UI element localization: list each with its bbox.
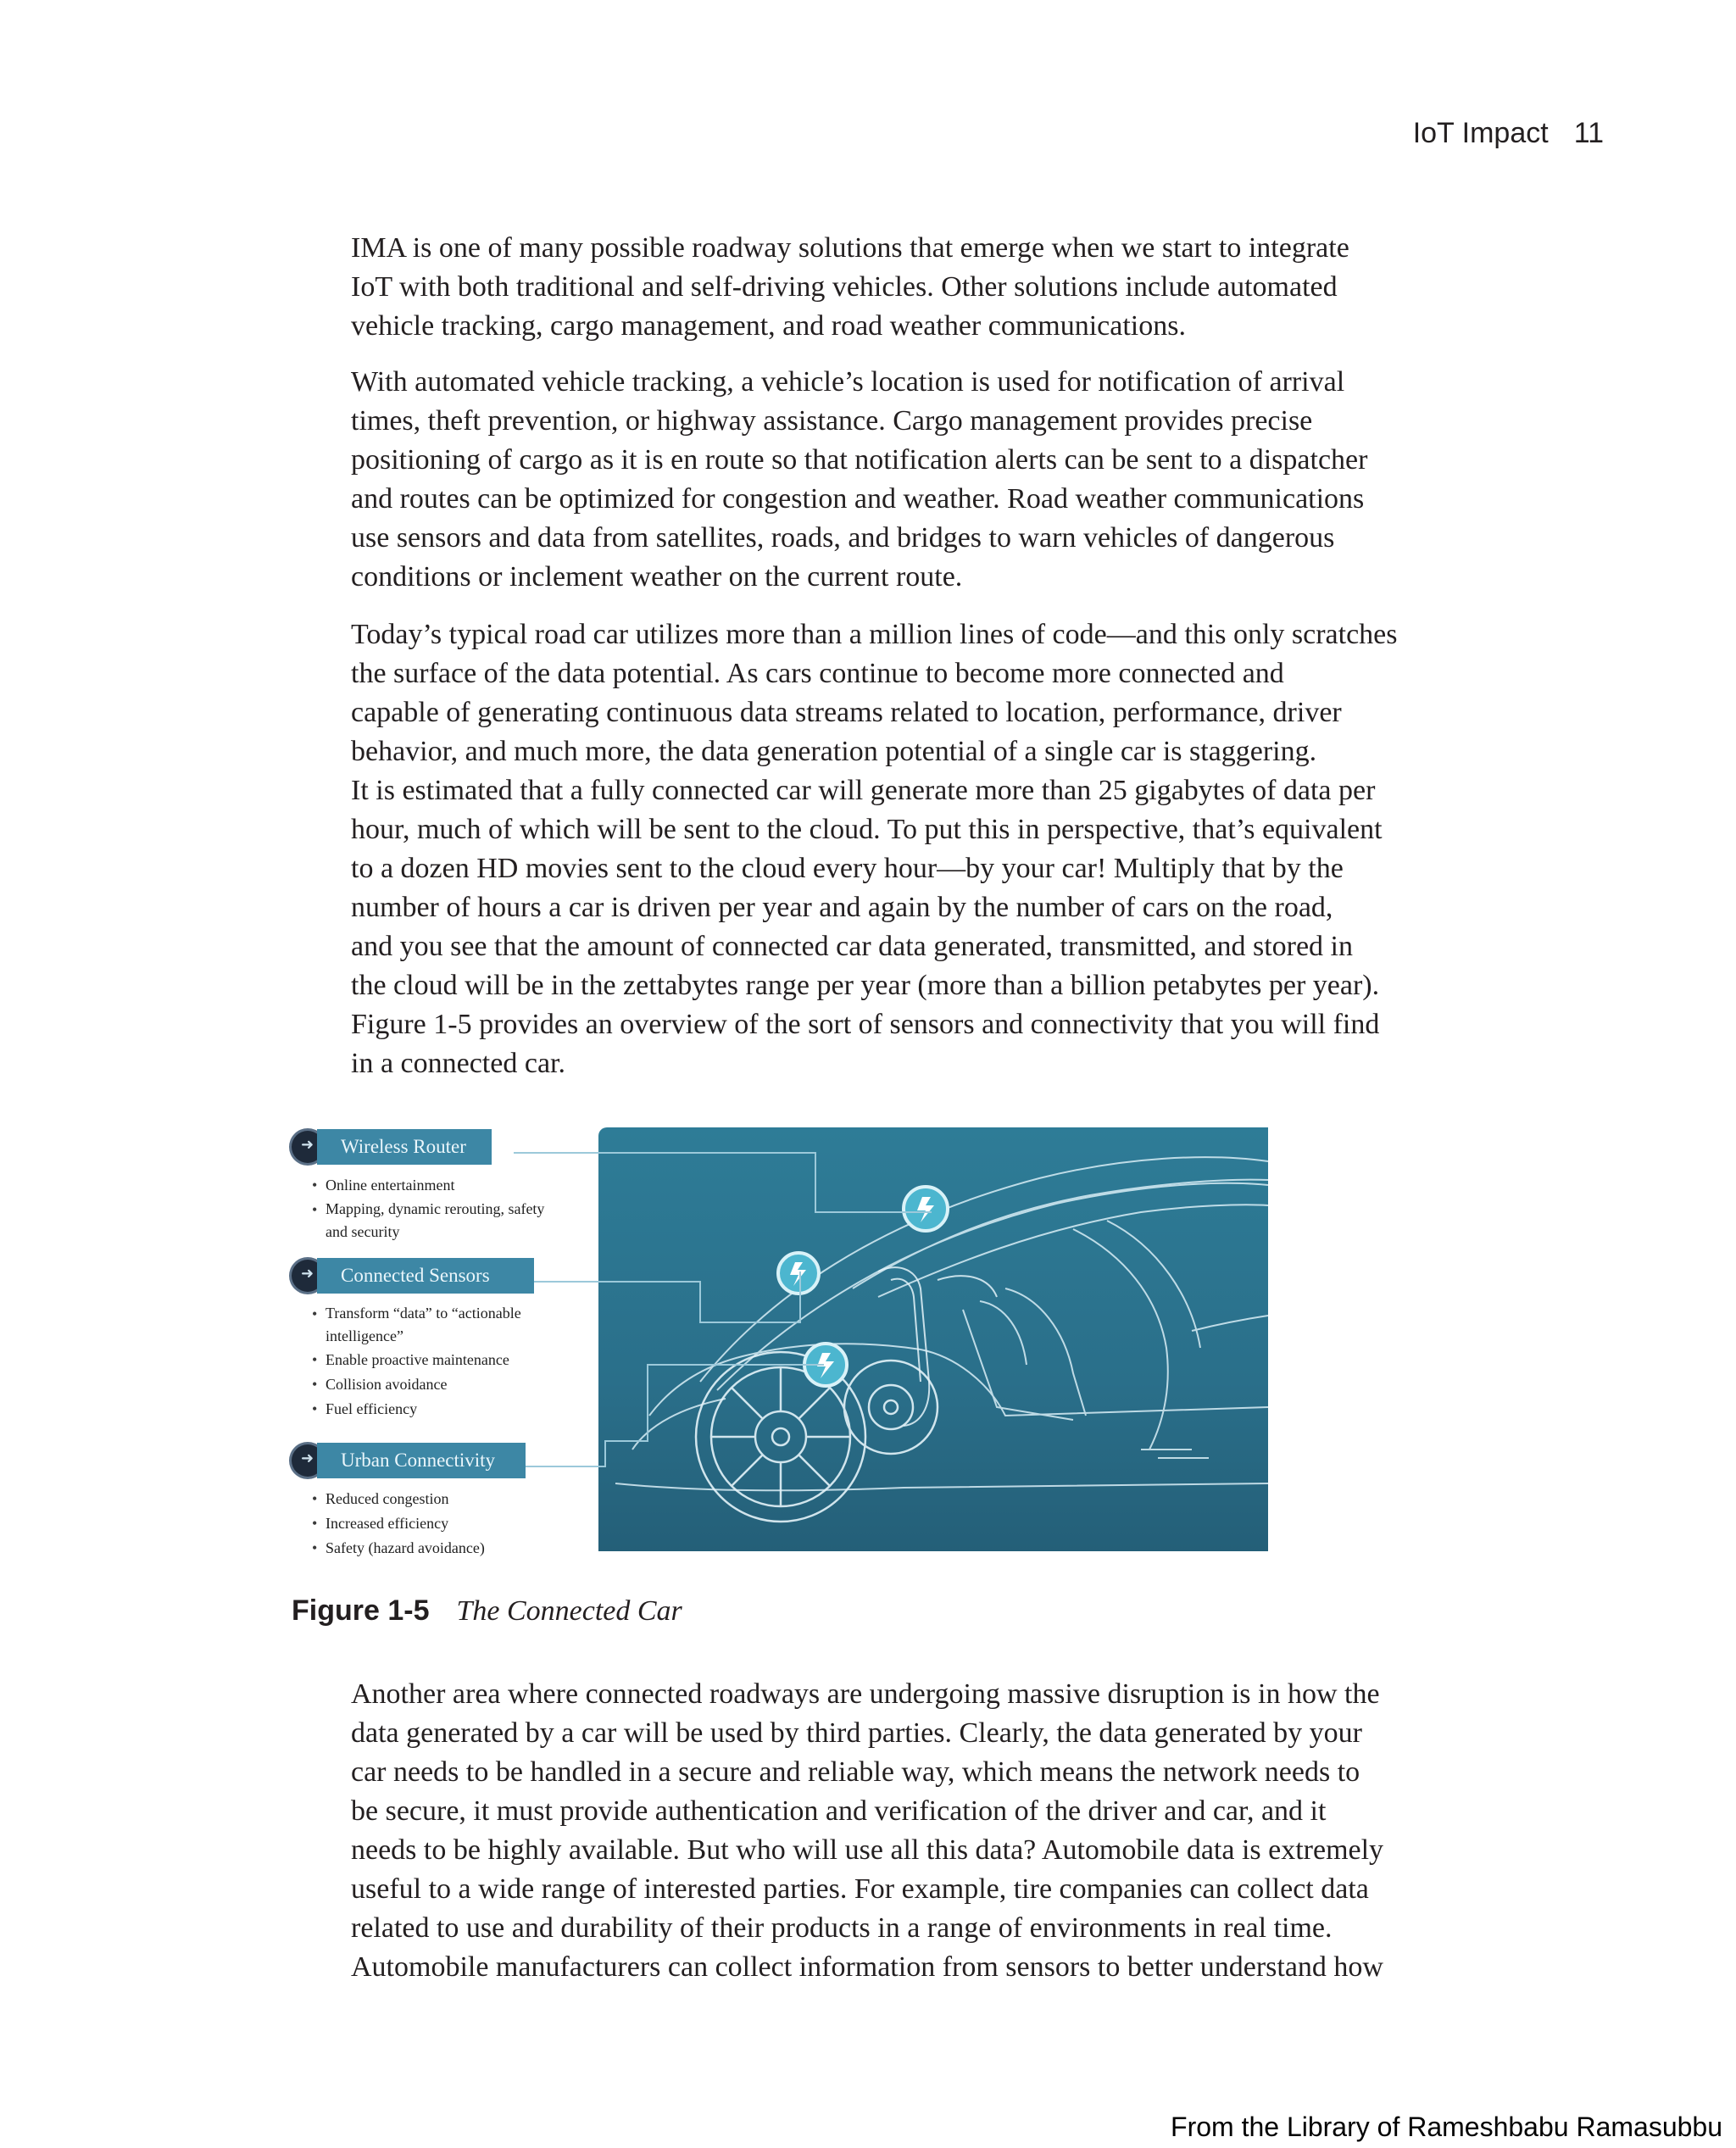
text-line: and routes can be optimized for congestion and weather. Road weather communications xyxy=(351,483,1365,515)
figure-label: Figure 1-5 xyxy=(292,1594,430,1627)
text-line: times, theft prevention, or highway assistance. Cargo management provides precise xyxy=(351,405,1313,437)
paragraph-third-parties xyxy=(351,1675,1492,1987)
legend-item: • Reduced congestion xyxy=(312,1487,597,1511)
running-head-title: IoT Impact xyxy=(1412,117,1549,149)
text-line: Figure 1-5 provides an overview of the sort of sensors and connectivity that you will find xyxy=(351,1009,1380,1040)
legend-item: • Transform “data” to “actionable intelligence” xyxy=(312,1302,597,1348)
text-line: use sensors and data from satellites, roads, and bridges to warn vehicles of dangerous xyxy=(351,522,1335,554)
text-line: Another area where connected roadways are undergoing massive disruption is in how the xyxy=(351,1678,1380,1710)
arrow-icon: ➜ xyxy=(292,1260,324,1292)
text-line: hour, much of which will be sent to the cloud. To put this in perspective, that’s equivalent xyxy=(351,814,1383,845)
legend-connected-sensors xyxy=(292,1256,597,1422)
legend-list xyxy=(292,1487,597,1561)
legend-item: • Safety (hazard avoidance) xyxy=(312,1536,597,1561)
text-line: and you see that the amount of connected car data generated, transmitted, and stored in xyxy=(351,931,1353,962)
text-line: in a connected car. xyxy=(351,1048,565,1079)
legend-title: Urban Connectivity xyxy=(317,1443,526,1478)
car-wireframe xyxy=(598,1127,1268,1551)
text-line: number of hours a car is driven per year and again by the number of cars on the road, xyxy=(351,892,1333,923)
figure-title: The Connected Car xyxy=(456,1595,682,1627)
text-line: be secure, it must provide authentication and verification of the driver and car, and it xyxy=(351,1795,1327,1827)
text-line: IoT with both traditional and self-driving vehicles. Other solutions include automated xyxy=(351,271,1338,303)
connected-car-figure xyxy=(292,1127,1266,1568)
text-line: related to use and durability of their products in a range of environments in real time. xyxy=(351,1912,1333,1944)
page-number: 11 xyxy=(1573,117,1604,149)
paragraph-vehicle-tracking xyxy=(351,363,1492,597)
text-line: needs to be highly available. But who will use all this data? Automobile data is extremely xyxy=(351,1834,1384,1866)
text-line: conditions or inclement weather on the current route. xyxy=(351,561,963,593)
text-line: useful to a wide range of interested parties. For example, tire companies can collect data xyxy=(351,1873,1369,1905)
figure-legend xyxy=(292,1127,597,1568)
text-line: It is estimated that a fully connected car will generate more than 25 gigabytes of data per xyxy=(351,775,1376,806)
legend-urban-connectivity xyxy=(292,1441,597,1561)
text-line: data generated by a car will be used by third parties. Clearly, the data generated by your xyxy=(351,1717,1362,1749)
text-line: the cloud will be in the zettabytes range per year (more than a billion petabytes per year). xyxy=(351,970,1380,1001)
legend-wireless-router xyxy=(292,1127,597,1244)
legend-item: • Mapping, dynamic rerouting, safety and security xyxy=(312,1198,597,1244)
text-line: Today’s typical road car utilizes more than a million lines of code—and this only scratches xyxy=(351,619,1398,650)
text-line: capable of generating continuous data streams related to location, performance, driver xyxy=(351,697,1342,728)
text-line: Automobile manufacturers can collect information from sensors to better understand how xyxy=(351,1951,1383,1983)
paragraph-road-car-data xyxy=(351,615,1492,1083)
running-head xyxy=(1413,117,1604,150)
legend-list xyxy=(292,1302,597,1422)
legend-item: • Collision avoidance xyxy=(312,1372,597,1397)
legend-list xyxy=(292,1173,597,1244)
legend-item: • Increased efficiency xyxy=(312,1511,597,1536)
legend-title: Wireless Router xyxy=(317,1129,492,1165)
legend-item: • Fuel efficiency xyxy=(312,1397,597,1422)
legend-item: • Enable proactive maintenance xyxy=(312,1348,597,1372)
text-line: positioning of cargo as it is en route so that notification alerts can be sent to a dispatcher xyxy=(351,444,1368,476)
arrow-icon: ➜ xyxy=(292,1444,324,1477)
library-footer: From the Library of Rameshbabu Ramasubbu xyxy=(1171,2112,1722,2142)
text-line: to a dozen HD movies sent to the cloud every hour—by your car! Multiply that by the xyxy=(351,853,1344,884)
text-line: IMA is one of many possible roadway solutions that emerge when we start to integrate xyxy=(351,232,1349,264)
figure-caption xyxy=(292,1594,682,1628)
text-line: With automated vehicle tracking, a vehicle’s location is used for notification of arrival xyxy=(351,366,1345,398)
legend-item: • Online entertainment xyxy=(312,1173,597,1198)
text-line: car needs to be handled in a secure and reliable way, which means the network needs to xyxy=(351,1756,1360,1788)
car-illustration xyxy=(598,1127,1268,1551)
paragraph-ima xyxy=(351,229,1492,346)
text-line: the surface of the data potential. As cars continue to become more connected and xyxy=(351,658,1284,689)
text-line: behavior, and much more, the data generation potential of a single car is staggering. xyxy=(351,736,1317,767)
legend-title: Connected Sensors xyxy=(317,1258,534,1294)
text-line: vehicle tracking, cargo management, and road weather communications. xyxy=(351,310,1186,342)
arrow-icon: ➜ xyxy=(292,1131,324,1163)
